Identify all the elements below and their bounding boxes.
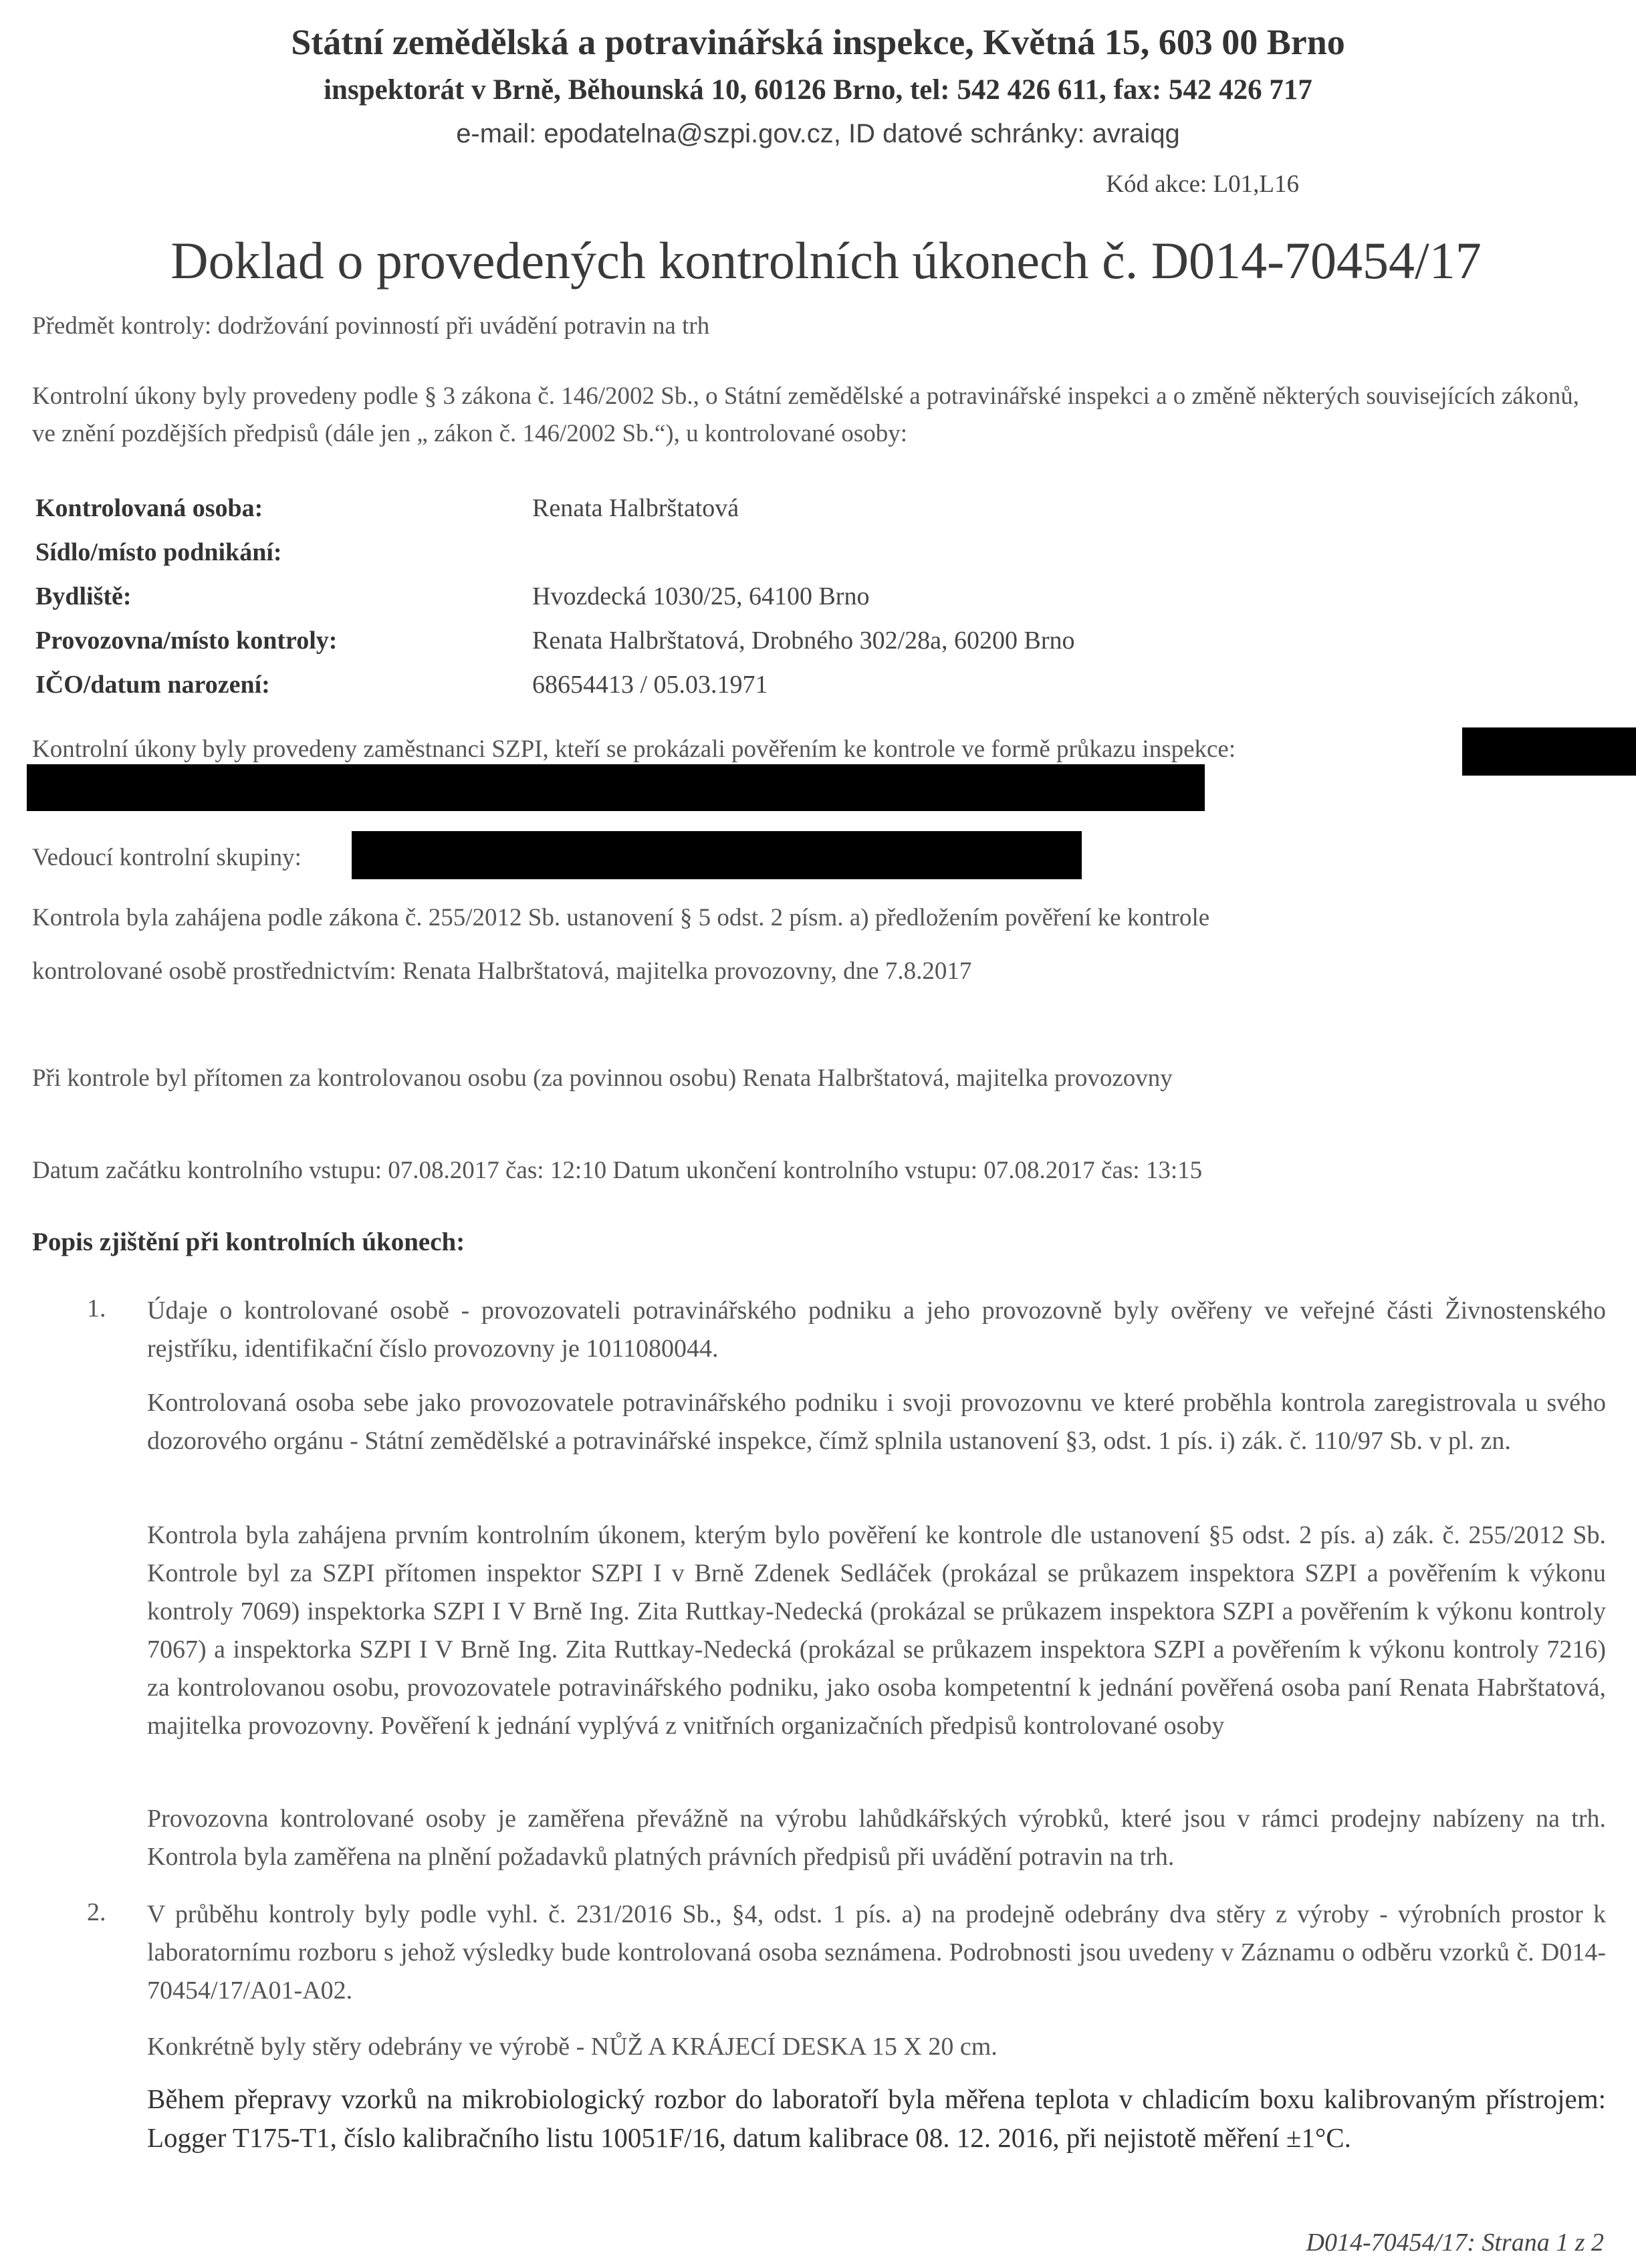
establishment-value: Renata Halbrštatová, Drobného 302/28a, 60200 Brno: [532, 627, 1075, 655]
redaction-box: [27, 764, 1205, 811]
inspection-start-line1: Kontrola byla zahájena podle zákona č. 255/2012 Sb. ustanovení § 5 odst. 2 písm. a) předložením pověření ke kontrole: [32, 904, 1210, 931]
redaction-box: [352, 831, 1082, 879]
header-authority: Státní zemědělská a potravinářská inspekce, Květná 15, 603 00 Brno: [291, 22, 1345, 62]
inspection-subject: Předmět kontroly: dodržování povinností při uvádění potravin na trh: [32, 312, 710, 340]
header-inspectorate: inspektorát v Brně, Běhounská 10, 60126 Brno, tel: 542 426 611, fax: 542 426 717: [324, 74, 1312, 106]
inspection-start-line2: kontrolované osobě prostřednictvím: Renata Halbrštatová, majitelka provozovny, dne 7.8.2017: [32, 957, 972, 985]
person-label: Kontrolovaná osoba:: [35, 494, 263, 522]
findings-heading: Popis zjištění při kontrolních úkonech:: [32, 1228, 465, 1256]
seat-label: Sídlo/místo podnikání:: [35, 538, 282, 566]
finding-2-paragraph: Během přepravy vzorků na mikrobiologický rozbor do laboratoří byla měřena teplota v chladicím boxu kalibrovaným přístrojem: Logger T175-T1, číslo kalibračního listu 10051F/16, datum kalibrace 08. 12. 2016, při nejistotě měření ±1°C.: [147, 2083, 1606, 2153]
finding-2-paragraph: V průběhu kontroly byly podle vyhl. č. 231/2016 Sb., §4, odst. 1 pís. a) na prodejně odebrány dva stěry z výroby - výrobních prostor k laboratornímu rozboru s jehož výsledky bude kontrolovaná osoba seznámena. Podrobnosti jsou uvedeny v Záznamu o odběru vzorků č. D014-70454/17/A01-A02.: [147, 1900, 1606, 2005]
staff-paragraph: Kontrolní úkony byly provedeny zaměstnanci SZPI, kteří se prokázali pověřením ke kontrole ve formě průkazu inspekce:: [32, 735, 1236, 763]
person-value: Renata Halbrštatová: [532, 494, 739, 522]
action-code: Kód akce: L01,L16: [1106, 171, 1299, 198]
intro-paragraph: Kontrolní úkony byly provedeny podle § 3 zákona č. 146/2002 Sb., o Státní zemědělské a potravinářské inspekci a o změně některých souvisejících zákonů, ve znění pozdějších předpisů (dále jen „ zákon č. 146/2002 Sb.“), u kontrolované osoby:: [32, 382, 1579, 447]
finding-1-paragraph: Kontrola byla zahájena prvním kontrolním úkonem, kterým bylo pověření ke kontrole dle ustanovení §5 odst. 2 pís. a) zák. č. 255/2012 Sb. Kontrole byl za SZPI přítomen inspektor SZPI I v Brně Zdenek Sedláček (prokázal se průkazem inspektora SZPI a pověřením k výkonu kontroly 7069) inspektorka SZPI I V Brně Ing. Zita Ruttkay-Nedecká (prokázal se průkazem inspektora SZPI a pověřením k výkonu kontroly 7067) a inspektorka SZPI I V Brně Ing. Zita Ruttkay-Nedecká (prokázal se průkazem inspektora SZPI a pověřením k výkonu kontroly 7216) za kontrolovanou osobu, provozovatele potravinářského podniku, jako osoba kompetentní k jednání pověřená osoba paní Renata Habrštatová, majitelka provozovny. Pověření k jednání vyplývá z vnitřních organizačních předpisů kontrolované osoby: [147, 1521, 1606, 1740]
residence-value: Hvozdecká 1030/25, 64100 Brno: [532, 582, 870, 610]
establishment-label: Provozovna/místo kontroly:: [35, 627, 338, 655]
residence-label: Bydliště:: [35, 582, 132, 610]
ico-value: 68654413 / 05.03.1971: [532, 671, 768, 699]
list-number: 2.: [87, 1898, 106, 1926]
inspection-dates: Datum začátku kontrolního vstupu: 07.08.2017 čas: 12:10 Datum ukončení kontrolního vstupu: 07.08.2017 čas: 13:15: [32, 1157, 1203, 1184]
finding-2-paragraph: Konkrétně byly stěry odebrány ve výrobě - NŮŽ A KRÁJECÍ DESKA 15 X 20 cm.: [147, 2033, 998, 2061]
document-title: Doklad o provedených kontrolních úkonech č. D014-70454/17: [170, 231, 1482, 290]
finding-1-paragraph: Kontrolovaná osoba sebe jako provozovatele potravinářského podniku i svoji provozovnu ve které proběhla kontrola zaregistrovala u svého dozorového orgánu - Státní zemědělské a potravinářské inspekce, čímž splnila ustanovení §3, odst. 1 pís. i) zák. č. 110/97 Sb. v pl. zn.: [147, 1389, 1606, 1455]
finding-1-paragraph: Provozovna kontrolované osoby je zaměřena převážně na výrobu lahůdkářských výrobků, které jsou v rámci prodejny nabízeny na trh. Kontrola byla zaměřena na plnění požadavků platných právních předpisů při uvádění potravin na trh.: [147, 1805, 1606, 1871]
page-footer: D014-70454/17: Strana 1 z 2: [1306, 2229, 1604, 2257]
list-number: 1.: [87, 1294, 106, 1323]
finding-1-paragraph: Údaje o kontrolované osobě - provozovateli potravinářského podniku a jeho provozovně byly ověřeny ve veřejné části Živnostenského rejstříku, identifikační číslo provozovny je 1011080044.: [147, 1296, 1606, 1363]
group-leader-label: Vedoucí kontrolní skupiny:: [32, 844, 302, 871]
present-person: Při kontrole byl přítomen za kontrolovanou osobu (za povinnou osobu) Renata Halbrštatová, majitelka provozovny: [32, 1064, 1173, 1092]
ico-label: IČO/datum narození:: [35, 671, 270, 699]
redaction-box: [1462, 727, 1636, 776]
header-email: e-mail: epodatelna@szpi.gov.cz, ID datové schránky: avraiqg: [456, 119, 1180, 148]
